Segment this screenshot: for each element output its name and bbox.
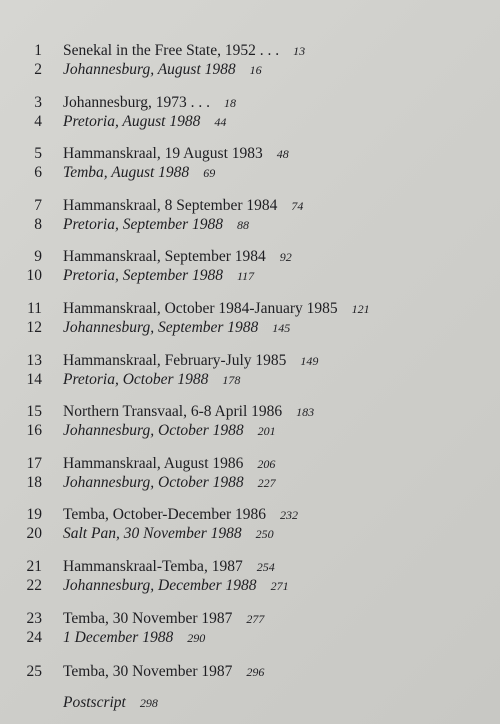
page-number: 74 <box>291 198 304 213</box>
page-number: 145 <box>272 321 291 335</box>
chapter-title <box>63 162 215 184</box>
page-number: 277 <box>246 611 265 626</box>
page-number: 296 <box>246 665 265 680</box>
chapter-number: 8 <box>34 215 42 233</box>
chapter-number: 17 <box>26 454 42 472</box>
chapter-number: 3 <box>34 93 42 111</box>
chapter-number: 6 <box>34 164 42 182</box>
chapter-number: 12 <box>26 319 42 336</box>
chapter-number: 9 <box>34 248 42 266</box>
page-number: 271 <box>270 579 289 593</box>
chapter-title-text: Salt Pan, 30 November 1988 <box>63 525 242 543</box>
toc-entry-25 <box>0 661 500 683</box>
toc-entry-6 <box>0 162 500 184</box>
toc-entry-16 <box>0 420 500 442</box>
page-number: 69 <box>203 166 216 181</box>
chapter-title-text: Postscript <box>63 694 126 712</box>
chapter-number: 15 <box>26 403 42 421</box>
chapter-title-text: Pretoria, September 1988 <box>63 267 223 285</box>
page-number: 13 <box>293 44 306 58</box>
chapter-number: 22 <box>26 577 42 594</box>
chapter-title-text: Johannesburg, September 1988 <box>63 319 259 336</box>
page-number: 48 <box>276 147 289 162</box>
chapter-title-text: Johannesburg, August 1988 <box>63 61 236 78</box>
page-number: 183 <box>296 405 315 420</box>
page-number: 206 <box>257 456 276 471</box>
chapter-number: 4 <box>34 112 42 130</box>
chapter-number: 7 <box>34 196 42 214</box>
chapter-title-text: Johannesburg, December 1988 <box>63 577 257 594</box>
page-number: 16 <box>249 63 262 77</box>
toc-entry-8 <box>0 214 500 236</box>
toc-entry-2 <box>0 59 500 81</box>
chapter-title-text: Johannesburg, October 1988 <box>63 473 244 491</box>
chapter-number: 24 <box>26 628 42 646</box>
chapter-title-text: Hammanskraal, February-July 1985 <box>63 351 287 369</box>
page-number: 298 <box>139 696 158 711</box>
chapter-title-text: Northern Transvaal, 6-8 April 1986 <box>63 403 283 421</box>
chapter-title-text: Johannesburg, 1973 . . . <box>63 93 210 111</box>
chapter-number: 14 <box>26 370 42 388</box>
chapter-title-text: Temba, 30 November 1987 <box>63 663 233 681</box>
chapter-title <box>63 59 262 81</box>
chapter-number: 25 <box>26 663 42 681</box>
chapter-number: 1 <box>34 42 42 59</box>
chapter-title <box>63 369 240 391</box>
toc-entry-22 <box>0 575 500 597</box>
page-number: 149 <box>300 353 319 368</box>
chapter-number: 21 <box>26 558 42 575</box>
page-number: 178 <box>222 372 241 387</box>
chapter-number: 18 <box>26 473 42 491</box>
toc-entry-24 <box>0 627 500 649</box>
toc-entry-18 <box>0 472 500 494</box>
toc-entry-10 <box>0 265 500 287</box>
chapter-number: 10 <box>26 267 42 285</box>
chapter-title-text: Pretoria, October 1988 <box>63 370 209 388</box>
chapter-title <box>63 111 226 133</box>
chapter-title-text: Pretoria, September 1988 <box>63 215 223 233</box>
toc-entry-4 <box>0 111 500 133</box>
chapter-title-text: Temba, August 1988 <box>63 164 190 182</box>
page-number: 44 <box>214 114 227 129</box>
chapter-title-text: Hammanskraal, 19 August 1983 <box>63 145 263 163</box>
chapter-title-text: Johannesburg, October 1988 <box>63 422 244 440</box>
chapter-number: 19 <box>26 506 42 524</box>
chapter-title <box>63 265 254 287</box>
chapter-number: 20 <box>26 525 42 543</box>
chapter-number: 16 <box>26 422 42 440</box>
toc-entry-14 <box>0 369 500 391</box>
chapter-title <box>63 627 205 649</box>
chapter-title-text: Temba, 30 November 1987 <box>63 609 233 627</box>
chapter-title-text: Senekal in the Free State, 1952 . . . <box>63 42 280 59</box>
page-number: 227 <box>257 475 276 490</box>
toc-entry-postscript <box>0 692 500 714</box>
page-number: 290 <box>187 630 206 645</box>
chapter-number: 11 <box>27 300 42 317</box>
chapter-number: 13 <box>26 351 42 369</box>
chapter-number: 23 <box>26 609 42 627</box>
toc-entry-12 <box>0 317 500 339</box>
page-number: 232 <box>280 508 299 523</box>
page-number: 201 <box>257 424 276 439</box>
chapter-title-text: Hammanskraal, September 1984 <box>63 248 266 266</box>
chapter-title-text: 1 December 1988 <box>63 628 174 646</box>
chapter-title-text: Hammanskraal, 8 September 1984 <box>63 196 278 214</box>
chapter-title <box>63 661 264 683</box>
page-number: 88 <box>237 217 249 232</box>
chapter-title <box>63 692 158 714</box>
chapter-number: 5 <box>34 145 42 163</box>
chapter-title-text: Pretoria, August 1988 <box>63 112 201 130</box>
page-number: 18 <box>223 95 236 110</box>
chapter-title <box>63 214 249 236</box>
chapter-number: 2 <box>34 61 42 78</box>
chapter-title-text: Hammanskraal-Temba, 1987 <box>63 558 243 575</box>
page-number: 121 <box>351 302 370 316</box>
toc-entry-20 <box>0 523 500 545</box>
page-number: 117 <box>237 269 255 284</box>
chapter-title <box>63 317 290 339</box>
page-number: 92 <box>279 250 292 265</box>
chapter-title <box>63 420 276 442</box>
chapter-title-text: Hammanskraal, October 1984-January 1985 <box>63 300 338 317</box>
chapter-title-text: Temba, October-December 1986 <box>63 506 267 524</box>
chapter-title <box>63 575 289 597</box>
chapter-title <box>63 472 276 494</box>
chapter-title <box>63 523 274 545</box>
chapter-title-text: Hammanskraal, August 1986 <box>63 454 244 472</box>
page-number: 250 <box>255 527 274 542</box>
page-number: 254 <box>256 560 275 574</box>
